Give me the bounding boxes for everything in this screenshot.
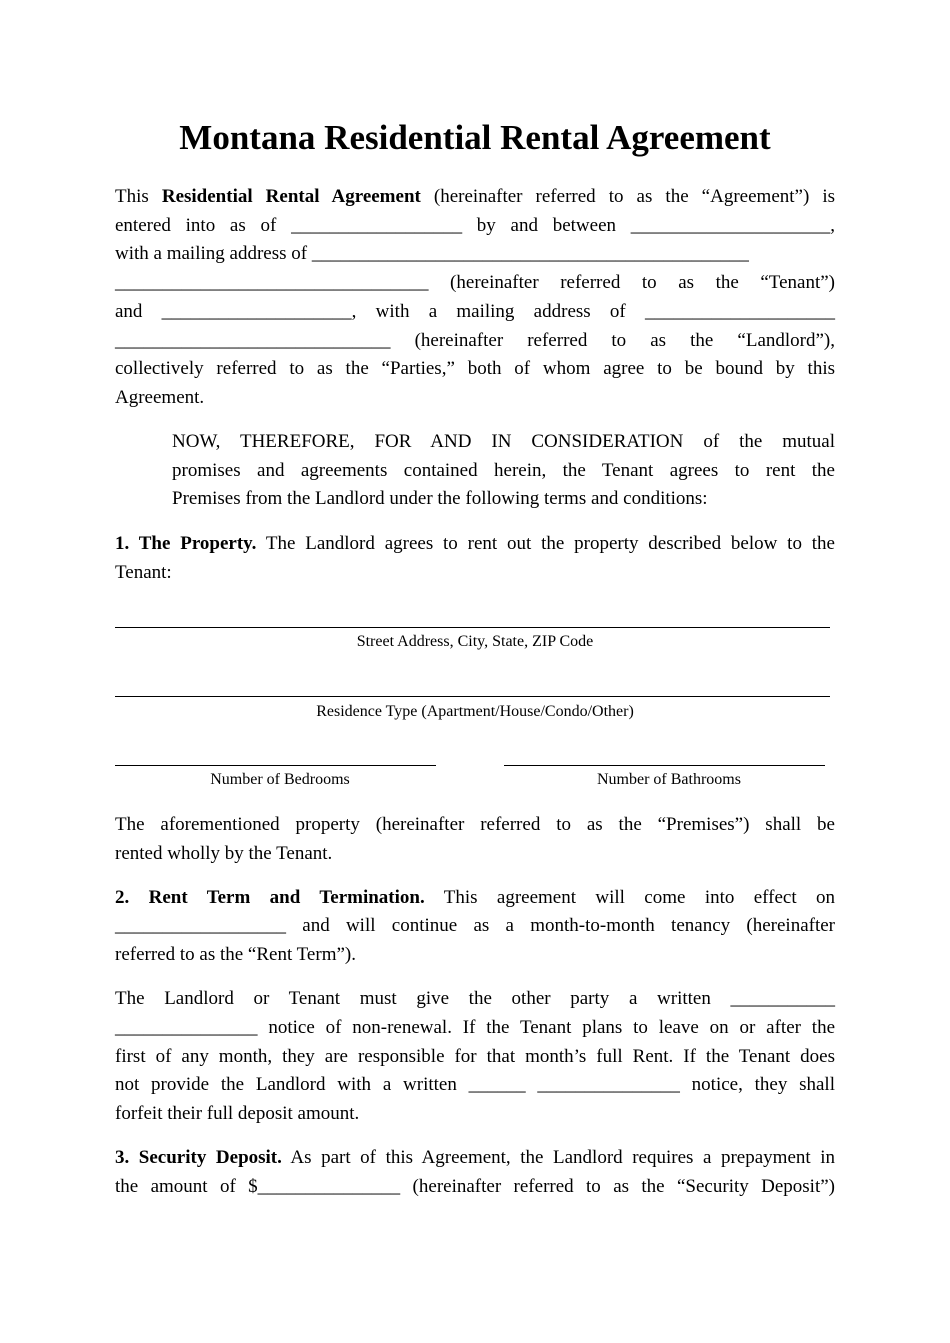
premises-line-1: The aforementioned property (hereinafter referred to as the “Premises”) shall be [115,814,835,835]
agreement-name-bold: Residential Rental Agreement [161,186,421,207]
property-line-2: Tenant: [115,562,172,583]
property-line-1 [115,529,835,558]
intro-text: This [115,186,162,207]
rent-term-line-3: referred to as the “Rent Term”). [115,944,356,965]
bathrooms-caption: Number of Bathrooms [597,771,741,788]
intro-line-5: and ____________________, with a mailing address of ____________________ [115,301,835,322]
notice-line-5: forfeit their full deposit amount. [115,1103,360,1124]
intro-line-6: _____________________________ (hereinafter referred to as the “Landlord”), [115,330,835,351]
section-heading-property: 1. The Property. [115,533,257,554]
rent-term-line-1 [115,883,835,912]
street-address-caption: Street Address, City, State, ZIP Code [356,633,594,650]
residence-type-blank[interactable] [115,696,830,697]
notice-line-3: first of any month, they are responsible for that month’s full Rent. If the Tenant does [115,1046,835,1067]
bedrooms-blank[interactable] [115,765,436,766]
notice-line-1: The Landlord or Tenant must give the other party a written ___________ [115,988,835,1009]
intro-text: (hereinafter referred to as the “Agreement”) is [420,186,836,207]
premises-line-2: rented wholly by the Tenant. [115,843,333,864]
property-text: The Landlord agrees to rent out the property described below to the [256,533,835,554]
security-line-1 [115,1143,835,1172]
notice-line-4: not provide the Landlord with a written ______ _______________ notice, they shall [115,1074,835,1095]
section-heading-security: 3. Security Deposit. [115,1147,282,1168]
consideration-line-1: NOW, THEREFORE, FOR AND IN CONSIDERATION of the mutual [172,431,835,452]
intro-line-7: collectively referred to as the “Parties,” both of whom agree to be bound by this [115,358,835,379]
intro-line-1 [115,182,835,211]
bedrooms-caption: Number of Bedrooms [210,771,350,788]
consideration-line-2: promises and agreements contained herein, the Tenant agrees to rent the [172,460,835,481]
bathrooms-blank[interactable] [504,765,825,766]
consideration-line-3: Premises from the Landlord under the following terms and conditions: [172,488,708,509]
intro-line-2: entered into as of __________________ by and between _____________________, [115,215,835,236]
security-text: As part of this Agreement, the Landlord requires a prepayment in [281,1147,835,1168]
residence-type-caption: Residence Type (Apartment/House/Condo/Other) [316,703,634,720]
street-address-blank[interactable] [115,627,830,628]
section-heading-rent-term: 2. Rent Term and Termination. [115,887,425,908]
rent-term-line-2: __________________ and will continue as a month-to-month tenancy (hereinafter [115,915,835,936]
security-line-2: the amount of $_______________ (hereinafter referred to as the “Security Deposit”) [115,1176,835,1197]
document-title: Montana Residential Rental Agreement [179,118,771,157]
intro-line-8: Agreement. [115,387,205,408]
intro-line-3: with a mailing address of ______________________________________________ [115,243,749,264]
notice-line-2: _______________ notice of non-renewal. If the Tenant plans to leave on or after the [115,1017,835,1038]
rent-term-text: This agreement will come into effect on [424,887,836,908]
intro-line-4: _________________________________ (hereinafter referred to as the “Tenant”) [115,272,835,293]
